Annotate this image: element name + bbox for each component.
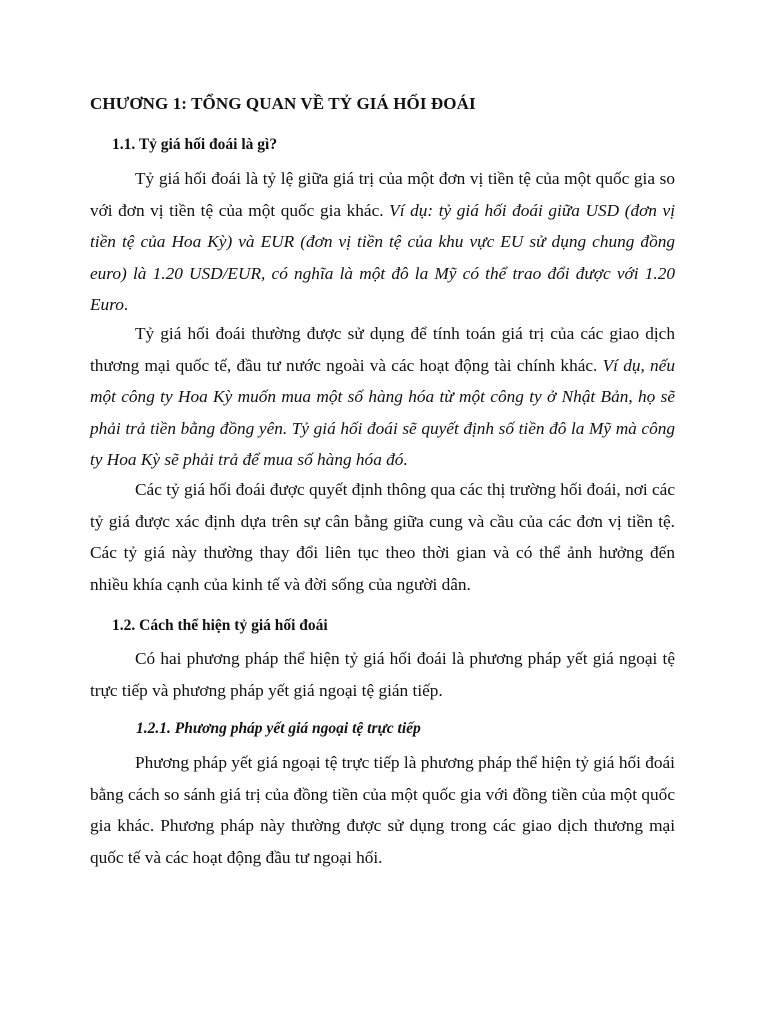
paragraph-usage	[90, 318, 675, 476]
paragraph-text: Tỷ giá hối đoái thường được sử dụng để tính toán giá trị của các giao dịch thương mại quốc tế, đầu tư nước ngoài và các hoạt động tài chính khác.	[90, 324, 675, 375]
paragraph-methods: Có hai phương pháp thể hiện tỷ giá hối đoái là phương pháp yết giá ngoại tệ trực tiếp và phương pháp yết giá ngoại tệ gián tiếp.	[90, 649, 675, 700]
paragraph-text: Tỷ giá hối đoái là tỷ lệ giữa giá trị của một đơn vị tiền tệ của một quốc gia so với đơn vị tiền tệ của một quốc gia khác.	[90, 169, 675, 220]
section-heading-1-2-1: 1.2.1. Phương pháp yết giá ngoại tệ trực tiếp	[136, 720, 421, 737]
paragraph-definition	[90, 163, 675, 321]
example-text: Ví dụ: tỷ giá hối đoái giữa USD (đơn vị tiền tệ của Hoa Kỳ) và EUR (đơn vị tiền tệ của khu vực EU sử dụng chung đồng euro) là 1.20 USD/EUR, có nghĩa là một đô la Mỹ có thể trao đổi được với 1.20 Euro	[90, 200, 676, 315]
paragraph-market: Các tỷ giá hối đoái được quyết định thông qua các thị trường hối đoái, nơi các tỷ giá được xác định dựa trên sự cân bằng giữa cung và cầu của các đơn vị tiền tệ. Các tỷ giá này thường thay đổi liên tục theo thời gian và có thể ảnh hưởng đến nhiều khía cạnh của kinh tế và đời sống của người dân.	[90, 480, 675, 594]
paragraph-direct-quotation: Phương pháp yết giá ngoại tệ trực tiếp là phương pháp thể hiện tỷ giá hối đoái bằng cách so sánh giá trị của đồng tiền của một quốc gia với đồng tiền của một quốc gia khác. Phương pháp này thường được sử dụng trong các giao dịch thương mại quốc tế và các hoạt động đầu tư ngoại hối.	[90, 753, 675, 867]
section-heading-1-2: 1.2. Cách thể hiện tỷ giá hối đoái	[112, 617, 328, 634]
paragraph-text: .	[123, 295, 129, 315]
chapter-title: CHƯƠNG 1: TỔNG QUAN VỀ TỶ GIÁ HỐI ĐOÁI	[90, 94, 476, 113]
example-text: Ví dụ, nếu một công ty Hoa Kỳ muốn mua một số hàng hóa từ một công ty ở Nhật Bản, họ sẽ phải trả tiền bằng đồng yên. Tỷ giá hối đoái sẽ quyết định số tiền đô la Mỹ mà công ty Hoa Kỳ sẽ phải trả để mua số hàng hóa đó.	[90, 355, 675, 470]
section-heading-1-1: 1.1. Tỷ giá hối đoái là gì?	[112, 136, 278, 153]
